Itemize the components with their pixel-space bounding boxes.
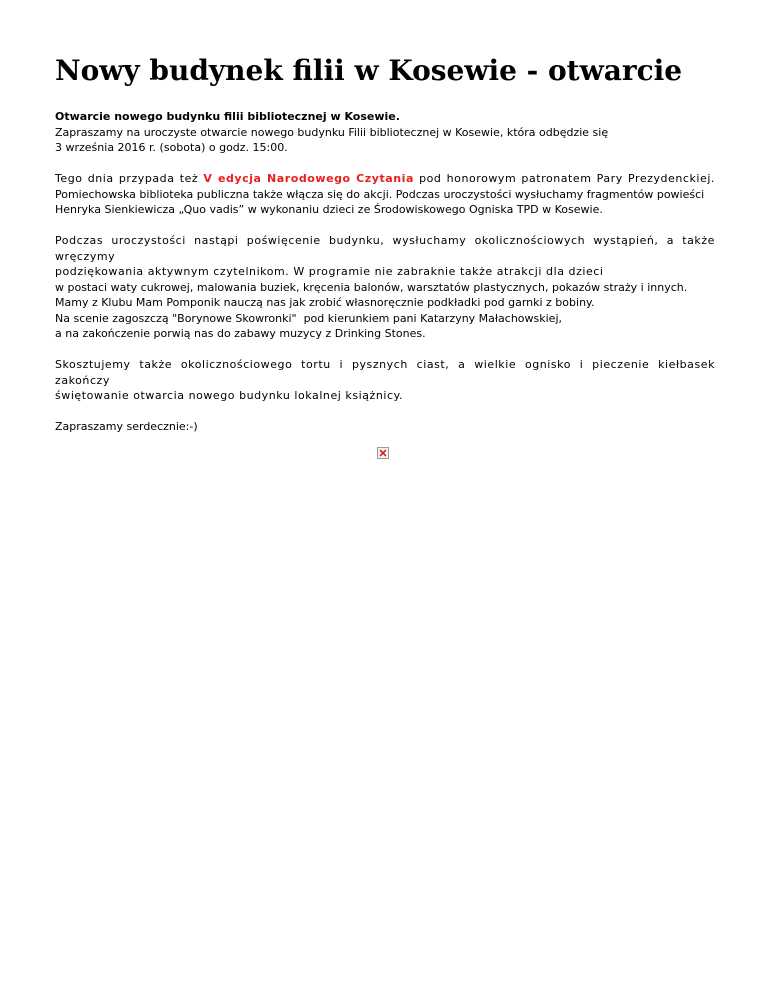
program-line-2: podziękowania aktywnym czytelnikom. W programie nie zabraknie także atrakcji dla dzieci — [55, 265, 604, 278]
page-title: Nowy budynek filii w Kosewie - otwarcie — [55, 54, 683, 87]
reading-line-1-before: Tego dnia przypada też — [55, 172, 204, 185]
article-body — [55, 109, 715, 435]
program-paragraph — [55, 233, 715, 342]
reading-line-1 — [55, 171, 715, 187]
program-line-3: w postaci waty cukrowej, malowania buziek, kręcenia balonów, warsztatów plastycznych, pokazów straży i innych. — [55, 280, 688, 294]
program-line-5: Na scenie zagoszczą "Borynowe Skowronki" pod kierunkiem pani Katarzyny Małachowskiej, — [55, 311, 562, 325]
intro-heading: Otwarcie nowego budynku filii bibliotecznej w Kosewie. — [55, 110, 400, 123]
program-line-6: a na zakończenie porwią nas do zabawy muzycy z Drinking Stones. — [55, 327, 426, 340]
program-line-4: Mamy z Klubu Mam Pomponik nauczą nas jak zrobić własnoręcznie podkładki pod garnki z bobiny. — [55, 296, 595, 309]
reading-line-3: Henryka Sienkiewicza „Quo vadis” w wykonaniu dzieci ze Środowiskowego Ogniska TPD w Kosewie. — [55, 203, 603, 216]
program-line-1: Podczas uroczystości nastąpi poświęcenie budynku, wysłuchamy okolicznościowych wystąpień, a także wręczymy — [55, 234, 715, 263]
reading-line-2: Pomiechowska biblioteka publiczna także włącza się do akcji. Podczas uroczystości wysłuchamy fragmentów powieści — [55, 187, 705, 201]
intro-paragraph — [55, 109, 715, 156]
intro-line-2: 3 września 2016 r. (sobota) o godz. 15:00. — [55, 141, 288, 154]
intro-line-1: Zapraszamy na uroczyste otwarcie nowego budynku Filii bibliotecznej w Kosewie, która odbędzie się — [55, 125, 609, 139]
refreshments-line-1: Skosztujemy także okolicznościowego tortu i pysznych ciast, a wielkie ognisko i pieczenie kiełbasek zakończy — [55, 358, 715, 387]
closing-text: Zapraszamy serdecznie:-) — [55, 420, 198, 433]
narodowe-czytanie-highlight: V edycja Narodowego Czytania — [203, 172, 414, 185]
reading-line-1-after: pod honorowym patronatem Pary Prezydenckiej. — [413, 172, 715, 185]
refreshments-line-2: świętowanie otwarcia nowego budynku lokalnej książnicy. — [55, 389, 404, 402]
refreshments-paragraph — [55, 357, 715, 404]
reading-paragraph — [55, 171, 715, 218]
broken-image-icon — [377, 447, 389, 459]
